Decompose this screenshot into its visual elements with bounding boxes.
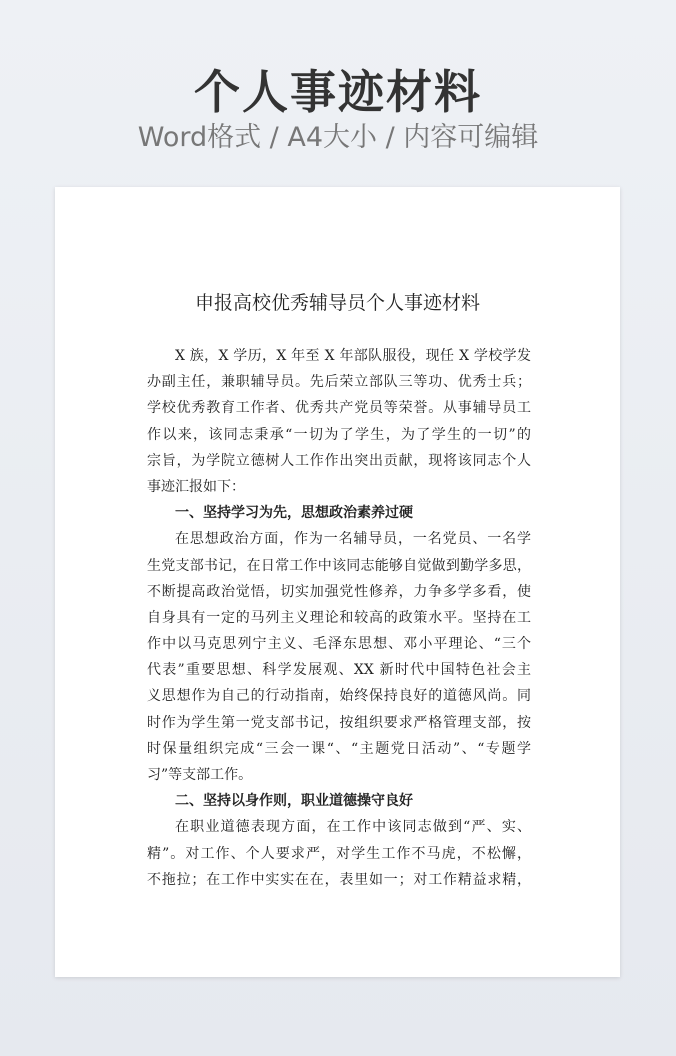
paragraph-line: 事迹汇报如下： xyxy=(147,478,245,495)
paragraph-line: 不断提高政治觉悟，切实加强党性修养，力争多学多看，使 xyxy=(147,583,531,600)
paragraph-line: 作中以马克思列宁主义、毛泽东思想、邓小平理论、“三个 xyxy=(147,636,531,653)
paragraph-line: 宗旨，为学院立德树人工作作出突出贡献，现将该同志个人 xyxy=(147,452,531,469)
paragraph-line: 生党支部书记，在日常工作中该同志能够自觉做到勤学多思， xyxy=(147,557,531,574)
paragraph-line: 在职业道德表现方面，在工作中该同志做到“严、实、 xyxy=(175,819,531,836)
paragraph-line: 学校优秀教育工作者、优秀共产党员等荣誉。从事辅导员工 xyxy=(147,400,531,417)
document-page xyxy=(55,187,620,977)
paragraph-line: 作以来，该同志秉承“一切为了学生，为了学生的一切”的 xyxy=(147,426,531,443)
paragraph-line: 办副主任，兼职辅导员。先后荣立部队三等功、优秀士兵； xyxy=(147,374,531,391)
banner-title: 个人事迹材料 xyxy=(194,65,482,119)
section-heading: 一、坚持学习为先，思想政治素养过硬 xyxy=(175,505,413,522)
document-body xyxy=(147,343,531,893)
paragraph-line: 自身具有一定的马列主义理论和较高的政策水平。坚持在工 xyxy=(147,609,531,626)
section-heading: 二、坚持以身作则，职业道德操守良好 xyxy=(175,793,413,810)
paragraph-line: 精”。对工作、个人要求严，对学生工作不马虎，不松懈， xyxy=(147,845,531,862)
document-title: 申报高校优秀辅导员个人事迹材料 xyxy=(194,292,480,314)
paragraph-line: 义思想作为自己的行动指南，始终保持良好的道德风尚。同 xyxy=(147,688,531,705)
paragraph-line: 时保量组织完成“三会一课“、“主题党日活动”、“专题学 xyxy=(147,740,531,757)
paragraph-line: 不拖拉；在工作中实实在在，表里如一；对工作精益求精， xyxy=(147,871,531,888)
paragraph-line: 习”等支部工作。 xyxy=(147,767,253,783)
paragraph-line: 时作为学生第一党支部书记，按组织要求严格管理支部，按 xyxy=(147,714,531,731)
banner-subtitle: Word格式 / A4大小 / 内容可编辑 xyxy=(137,122,539,153)
paragraph-line: X 族，X 学历，X 年至 X 年部队服役，现任 X 学校学发 xyxy=(175,348,531,364)
paragraph-line: 代表”重要思想、科学发展观、XX 新时代中国特色社会主 xyxy=(147,662,531,679)
paragraph-line: 在思想政治方面，作为一名辅导员，一名党员、一名学 xyxy=(175,531,531,548)
